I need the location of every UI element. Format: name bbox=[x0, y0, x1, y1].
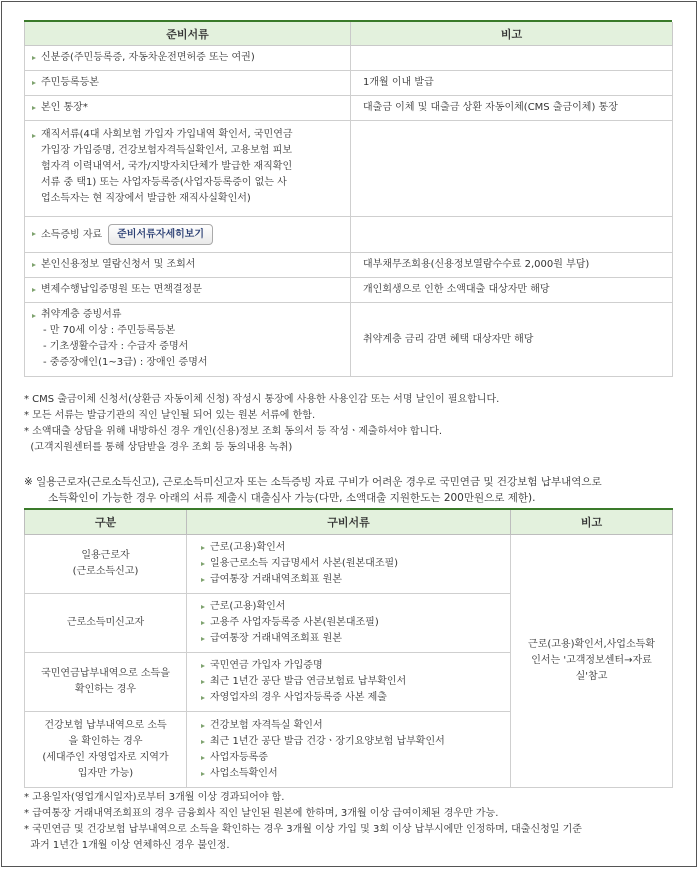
remark-cell: 대출금 이체 및 대출금 상환 자동이체(CMS 출금이체) 통장 bbox=[351, 96, 673, 121]
document-item: 최근 1년간 공단 발급 건강ㆍ장기요양보험 납부확인서 bbox=[201, 734, 510, 750]
document-cell bbox=[25, 217, 351, 253]
notes-section-1 bbox=[24, 392, 499, 456]
category-line: (세대주인 자영업자로 지역가 bbox=[42, 751, 169, 763]
table-row bbox=[25, 278, 673, 303]
alternative-income-documents-table bbox=[24, 508, 673, 788]
remark-cell: 개인회생으로 인한 소액대출 대상자만 해당 bbox=[351, 278, 673, 303]
bullet-arrow-icon bbox=[32, 134, 36, 138]
category-line: 입자만 가능) bbox=[77, 767, 134, 779]
note-line: * 모든 서류는 발급기관의 직인 날인될 되어 있는 원본 서류에 한함. bbox=[24, 410, 316, 421]
category-line: 국민연금납부내역으로 소득을 bbox=[41, 668, 170, 679]
document-text-line: - 만 70세 이상 : 주민등록등본 bbox=[43, 325, 176, 336]
document-item: 최근 1년간 공단 발급 연금보험료 납부확인서 bbox=[201, 674, 510, 690]
remark-line: 인서는 '고객정보센터→자료 bbox=[531, 655, 652, 666]
document-text: 본인신용정보 열람신청서 및 조회서 bbox=[41, 259, 196, 270]
document-cell bbox=[25, 278, 351, 303]
table2-header-remarks: 비고 bbox=[511, 509, 673, 535]
table-row bbox=[25, 217, 673, 253]
remark-cell bbox=[351, 121, 673, 217]
category-cell bbox=[25, 712, 187, 788]
document-item: 근로(고용)확인서 bbox=[201, 599, 510, 615]
bullet-arrow-icon bbox=[32, 81, 36, 85]
table-row bbox=[25, 253, 673, 278]
note-line: (고객지원센터를 통해 상담받을 경우 조회 등 동의내용 녹취) bbox=[24, 442, 293, 453]
table-row bbox=[25, 71, 673, 96]
remark-cell bbox=[511, 535, 673, 788]
intro-line: 소득확인이 가능한 경우 아래의 서류 제출시 대출심사 가능(다만, 소액대출 지원한도는 200만원으로 제한). bbox=[48, 492, 536, 504]
document-item: 근로(고용)확인서 bbox=[201, 540, 510, 556]
document-cell bbox=[25, 253, 351, 278]
bullet-arrow-icon bbox=[32, 232, 36, 236]
document-item: 급여통장 거래내역조회표 원본 bbox=[201, 631, 510, 647]
document-item: 국민연금 가입자 가입증명 bbox=[201, 658, 510, 674]
documents-cell bbox=[187, 594, 511, 653]
table1-header-row bbox=[25, 22, 673, 46]
table2-header-category: 구분 bbox=[25, 509, 187, 535]
document-text-line: 가입장 가입증명, 건강보험자격득실확인서, 고용보험 피보 bbox=[41, 145, 292, 156]
document-item: 자영업자의 경우 사업자등록증 사본 제출 bbox=[201, 690, 510, 706]
document-cell bbox=[25, 303, 351, 377]
note-line: 과거 1년간 1개월 이상 연체하신 경우 불인정. bbox=[24, 840, 230, 851]
note-line: * CMS 출금이체 신청서(상환금 자동이체 신청) 작성시 통장에 사용한 사용인감 또는 서명 날인이 필요합니다. bbox=[24, 394, 500, 405]
table-row bbox=[25, 535, 673, 594]
documents-cell bbox=[187, 712, 511, 788]
category-cell bbox=[25, 594, 187, 653]
category-cell bbox=[25, 653, 187, 712]
document-cell bbox=[25, 121, 351, 217]
document-item: 일용근로소득 지급명세서 사본(원본대조필) bbox=[201, 556, 510, 572]
documents-cell bbox=[187, 535, 511, 594]
document-text-line: - 중증장애인(1~3급) : 장애인 증명서 bbox=[43, 357, 208, 368]
category-line: 건강보험 납부내역으로 소득 bbox=[44, 719, 167, 731]
document-cell bbox=[25, 71, 351, 96]
notes-section-2 bbox=[24, 790, 582, 854]
document-cell bbox=[25, 46, 351, 71]
document-item: 건강보험 자격득실 확인서 bbox=[201, 718, 510, 734]
remark-line: 근로(고용)확인서,사업소득확 bbox=[528, 639, 655, 650]
category-line: 을 확인하는 경우 bbox=[68, 735, 143, 747]
table-row bbox=[25, 121, 673, 217]
table-row bbox=[25, 46, 673, 71]
bullet-arrow-icon bbox=[32, 288, 36, 292]
document-text: 변제수행납입증명원 또는 면책결정문 bbox=[41, 284, 202, 295]
remark-cell: 취약계층 금리 감면 혜택 대상자만 해당 bbox=[351, 303, 673, 377]
category-line: 근로소득미신고자 bbox=[66, 617, 145, 628]
documents-cell bbox=[187, 653, 511, 712]
document-text-line: - 기초생활수급자 : 수급자 증명서 bbox=[43, 341, 189, 352]
document-item: 사업자등록증 bbox=[201, 750, 510, 766]
intro-line: ※ 일용근로자(근로소득신고), 근로소득미신고자 또는 소득증빙 자료 구비가 어려운 경우로 국민연금 및 건강보험 납부내역으로 bbox=[24, 476, 602, 488]
table-row bbox=[25, 303, 673, 377]
document-text: 신분증(주민등록증, 자동차운전면허증 또는 여권) bbox=[41, 52, 255, 63]
note-line: * 급여통장 거래내역조회표의 경우 금융회사 직인 날인된 원본에 한하며, 3개월 이상 급여이체된 경우만 가능. bbox=[24, 808, 499, 819]
document-text: 주민등록등본 bbox=[41, 77, 99, 88]
document-text-line: 재직서류(4대 사회보험 가입자 가입내역 확인서, 국민연금 bbox=[41, 129, 293, 140]
remark-cell bbox=[351, 46, 673, 71]
required-documents-table bbox=[24, 22, 673, 377]
remark-cell bbox=[351, 217, 673, 253]
remark-cell: 1개월 이내 발급 bbox=[351, 71, 673, 96]
document-text: 본인 통장* bbox=[41, 102, 88, 113]
table2-header-documents: 구비서류 bbox=[187, 509, 511, 535]
category-cell bbox=[25, 535, 187, 594]
category-line: 일용근로자 bbox=[81, 550, 130, 561]
document-text-line: 서류 중 택1) 또는 사업자등록증(사업자등록증이 없는 사 bbox=[41, 177, 287, 188]
category-line: (근로소득신고) bbox=[72, 566, 139, 577]
document-text-line: 업소득자는 현 직장에서 발급한 재직사실확인서) bbox=[41, 193, 251, 204]
document-text-line: 취약계층 증빙서류 bbox=[41, 309, 122, 320]
document-text-line: 험자격 이력내역서, 국가/지방자치단체가 발급한 재직확인 bbox=[41, 161, 293, 172]
note-line: * 고용일자(영업개시일자)로부터 3개월 이상 경과되어야 함. bbox=[24, 792, 285, 803]
category-line: 확인하는 경우 bbox=[74, 684, 137, 695]
bullet-arrow-icon bbox=[32, 106, 36, 110]
table-row bbox=[25, 96, 673, 121]
remark-line: 실'참고 bbox=[575, 671, 608, 682]
document-cell bbox=[25, 96, 351, 121]
document-item: 고용주 사업자등록증 사본(원본대조필) bbox=[201, 615, 510, 631]
bullet-arrow-icon bbox=[32, 314, 36, 318]
table1-header-remarks: 비고 bbox=[351, 22, 673, 46]
bullet-arrow-icon bbox=[32, 263, 36, 267]
view-document-details-button[interactable]: 준비서류자세히보기 bbox=[108, 224, 213, 245]
remark-cell: 대부채무조회용(신용정보열람수수료 2,000원 부담) bbox=[351, 253, 673, 278]
table2-header-row bbox=[25, 509, 673, 535]
bullet-arrow-icon bbox=[32, 56, 36, 60]
note-line: * 국민연금 및 건강보험 납부내역으로 소득을 확인하는 경우 3개월 이상 가입 및 3회 이상 납부시에만 인정하며, 대출신청일 기준 bbox=[24, 824, 582, 835]
document-item: 사업소득확인서 bbox=[201, 766, 510, 782]
intro-notice bbox=[24, 474, 602, 506]
document-item: 급여통장 거래내역조회표 원본 bbox=[201, 572, 510, 588]
note-line: * 소액대출 상담을 위해 내방하신 경우 개인(신용)정보 조회 동의서 등 작성ㆍ제출하셔야 합니다. bbox=[24, 426, 443, 437]
document-text: 소득증빙 자료 bbox=[41, 229, 103, 241]
table1-header-documents: 준비서류 bbox=[25, 22, 351, 46]
